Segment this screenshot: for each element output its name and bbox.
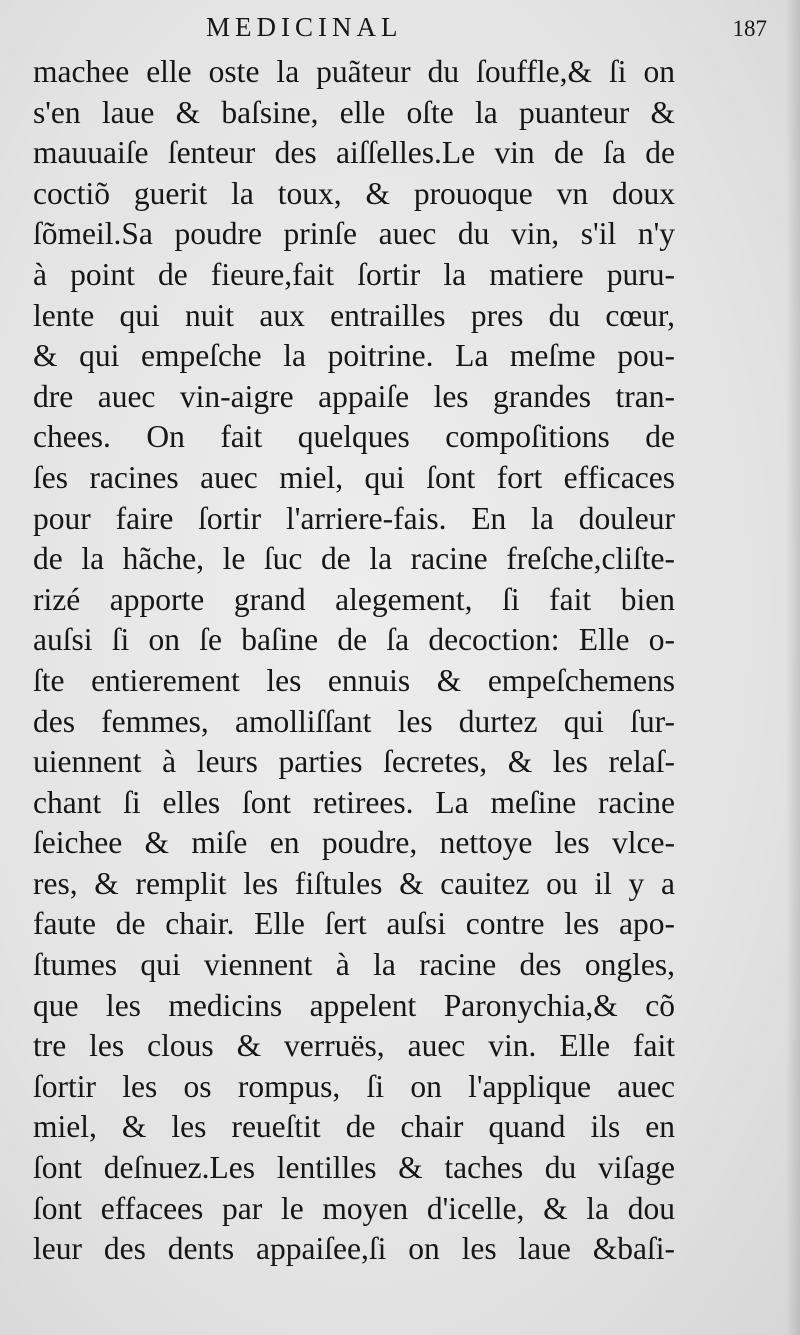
text-line: auſsi ſi on ſe baſine de ſa decoction: Elle o-	[33, 622, 675, 658]
text-line: uiennent à leurs parties ſecretes, & les relaſ-	[33, 744, 675, 780]
text-line: lente qui nuit aux entrailles pres du cœur,	[33, 297, 675, 333]
text-line: pour faire ſortir l'arriere-fais. En la douleur	[33, 500, 675, 536]
text-line: de la hãche, le ſuc de la racine freſche,cliſte-	[33, 541, 675, 577]
text-line: s'en laue & baſsine, elle oſte la puanteur &	[33, 94, 675, 130]
text-line: ſortir les os rompus, ſi on l'applique auec	[33, 1068, 675, 1104]
body-text	[33, 52, 675, 1270]
text-line: ſont deſnuez.Les lentilles & taches du viſage	[33, 1150, 675, 1186]
text-line: coctiõ guerit la toux, & prouoque vn doux	[33, 175, 675, 211]
text-line: dre auec vin-aigre appaiſe les grandes tran-	[33, 378, 675, 414]
text-line: leur des dents appaiſee,ſi on les laue &baſi-	[33, 1231, 675, 1267]
text-line: ſont effacees par le moyen d'icelle, & la dou	[33, 1190, 675, 1226]
text-line: que les medicins appelent Paronychia,& cõ	[33, 987, 675, 1023]
text-line: ſtumes qui viennent à la racine des ongles,	[33, 947, 675, 983]
page-header	[34, 12, 767, 43]
text-line: res, & remplit les fiſtules & cauitez ou il y a	[33, 865, 675, 901]
text-line: ſeichee & miſe en poudre, nettoye les vlce-	[33, 825, 675, 861]
text-line: mauuaiſe ſenteur des aiſſelles.Le vin de ſa de	[33, 135, 675, 171]
page-number: 187	[732, 16, 767, 41]
text-line: chees. On fait quelques compoſitions de	[33, 419, 675, 455]
text-line: tre les clous & verruës, auec vin. Elle fait	[33, 1028, 675, 1064]
text-line: chant ſi elles ſont retirees. La meſine racine	[33, 784, 675, 820]
text-line: à point de fieure,fait ſortir la matiere puru-	[33, 256, 675, 292]
text-line: faute de chair. Elle ſert auſsi contre les apo-	[33, 906, 675, 942]
text-line: ſte entierement les ennuis & empeſchemens	[33, 662, 675, 698]
text-line: miel, & les reueſtit de chair quand ils en	[33, 1109, 675, 1145]
text-line: machee elle oste la puãteur du ſouffle,& ſi on	[33, 54, 675, 89]
text-line: ſõmeil.Sa poudre prinſe auec du vin, s'il n'y	[33, 216, 675, 252]
text-line: des femmes, amolliſſant les durtez qui ſur-	[33, 703, 675, 739]
running-head: MEDICINAL	[206, 12, 403, 42]
text-line: rizé apporte grand alegement, ſi fait bien	[33, 581, 675, 617]
text-line: ſes racines auec miel, qui ſont fort efficaces	[33, 459, 675, 495]
text-line: & qui empeſche la poitrine. La meſme pou-	[33, 338, 675, 374]
page-edge-shadow	[786, 0, 800, 1335]
